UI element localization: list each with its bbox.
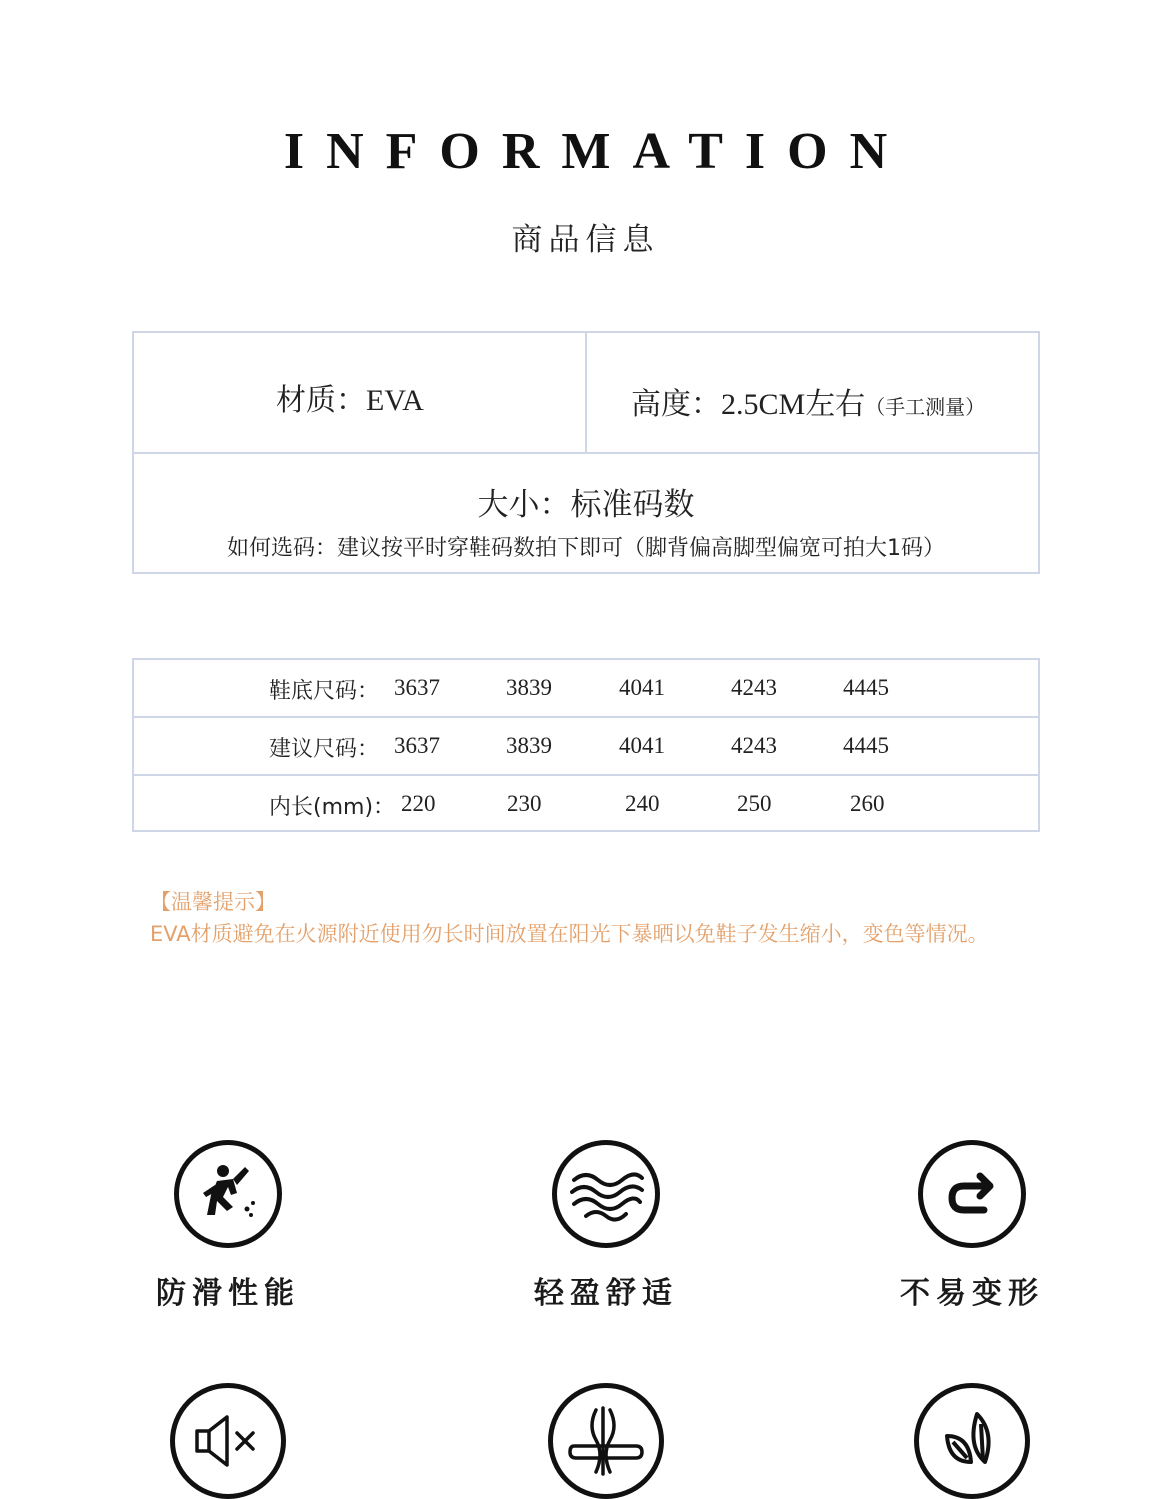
table-cell: 4243 bbox=[731, 675, 777, 700]
feature-label: 防滑性能 bbox=[156, 1276, 300, 1311]
height-value: 2.5CM bbox=[721, 388, 806, 421]
table-cell: 260 bbox=[850, 791, 885, 816]
table-cell: 4041 bbox=[619, 675, 665, 700]
anti-slip-icon bbox=[174, 1140, 282, 1248]
table-cell: 4243 bbox=[731, 733, 777, 758]
height-label: 高度： bbox=[631, 387, 721, 422]
feature-breathable bbox=[496, 1383, 716, 1499]
rebound-arrow-icon bbox=[918, 1140, 1026, 1248]
product-info-table bbox=[132, 331, 1040, 574]
size-note: 如何选码：建议按平时穿鞋码数拍下即可（脚背偏高脚型偏宽可拍大1码） bbox=[227, 536, 945, 561]
feature-anti-slip bbox=[118, 1140, 338, 1312]
feature-no-deform bbox=[862, 1140, 1082, 1312]
table-cell: 250 bbox=[737, 791, 772, 816]
table-row bbox=[134, 718, 1038, 776]
feature-lightweight bbox=[496, 1140, 716, 1312]
table-cell: 3839 bbox=[506, 675, 552, 700]
table-cell: 3839 bbox=[506, 733, 552, 758]
page-title: INFORMATION bbox=[283, 123, 910, 180]
material-text bbox=[276, 375, 424, 419]
height-suffix: 左右 bbox=[805, 387, 866, 422]
lightweight-waves-icon bbox=[552, 1140, 660, 1248]
feature-label: 不易变形 bbox=[900, 1276, 1044, 1311]
material-value: EVA bbox=[366, 384, 424, 417]
row-label: 鞋底尺码： bbox=[269, 679, 380, 704]
table-cell: 240 bbox=[625, 791, 660, 816]
size-title: 大小：标准码数 bbox=[477, 487, 695, 523]
table-cell: 4445 bbox=[843, 733, 889, 758]
table-cell: 220 bbox=[401, 791, 436, 816]
tip-body: EVA材质避免在火源附近使用勿长时间放置在阳光下暴晒以免鞋子发生缩小，变色等情况。 bbox=[150, 922, 989, 946]
row-label: 内长(mm)： bbox=[269, 795, 396, 820]
height-cell bbox=[587, 333, 1038, 452]
table-cell: 4445 bbox=[843, 675, 889, 700]
info-row bbox=[134, 333, 1038, 454]
material-label: 材质： bbox=[276, 383, 366, 418]
material-cell bbox=[134, 333, 587, 452]
table-cell: 4041 bbox=[619, 733, 665, 758]
table-row bbox=[134, 660, 1038, 718]
table-row bbox=[134, 776, 1038, 834]
feature-label: 轻盈舒适 bbox=[534, 1276, 678, 1311]
eco-leaf-icon bbox=[914, 1383, 1030, 1499]
table-cell: 230 bbox=[507, 791, 542, 816]
row-label: 建议尺码： bbox=[269, 737, 380, 762]
height-text bbox=[631, 379, 985, 423]
height-note: （手工测量） bbox=[865, 395, 986, 419]
table-cell: 3637 bbox=[394, 675, 440, 700]
breathable-shoe-icon bbox=[548, 1383, 664, 1499]
size-chart-table bbox=[132, 658, 1040, 832]
feature-silent bbox=[118, 1383, 338, 1499]
mute-speaker-icon bbox=[170, 1383, 286, 1499]
table-cell: 3637 bbox=[394, 733, 440, 758]
tip-heading: 【温馨提示】 bbox=[150, 890, 276, 914]
page-subtitle: 商品信息 bbox=[511, 222, 660, 258]
feature-eco bbox=[862, 1383, 1082, 1499]
